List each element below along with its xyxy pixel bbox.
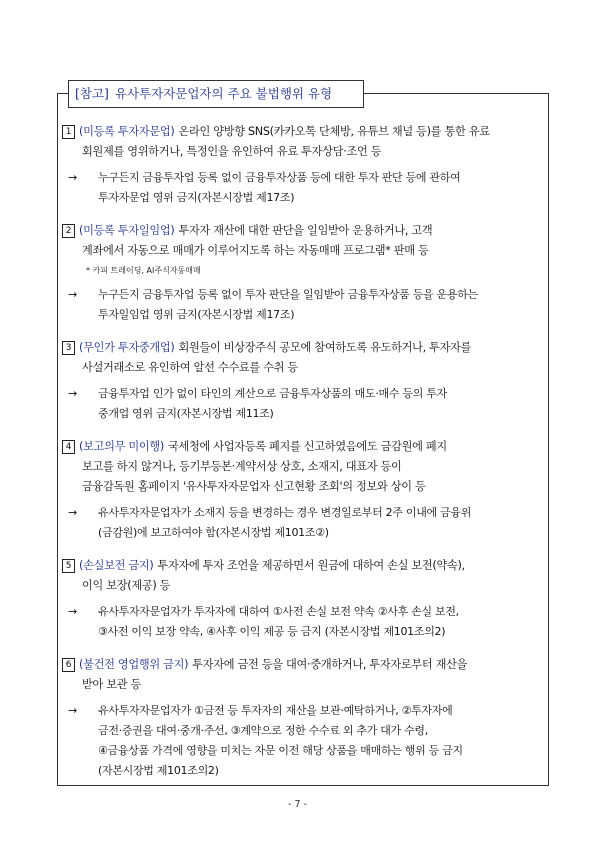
item-description (62, 437, 540, 497)
item-description (62, 655, 540, 695)
rule-line: 금전·증권을 대여·중개·주선, ③계약으로 정한 수수료 외 추가 대가 수령, (98, 724, 428, 737)
arrow-icon: → (68, 171, 77, 184)
item-keyword: (미등록 투자일임업) (79, 224, 175, 237)
item-line: 금융감독원 홈페이지 '유사투자자문업자 신고현황 조회'의 정보와 상이 등 (82, 480, 426, 493)
item-rule (62, 602, 540, 642)
violation-list (62, 122, 540, 794)
list-item (62, 556, 540, 642)
item-line: 이익 보장(제공) 등 (82, 579, 171, 592)
list-item (62, 655, 540, 781)
item-keyword: (보고의무 미이행) (79, 440, 164, 453)
rule-line: (금감원)에 보고하여야 함(자본시장법 제101조②) (98, 526, 329, 539)
rule-line: 중개업 영위 금지(자본시장법 제11조) (98, 407, 274, 420)
arrow-icon: → (68, 704, 77, 717)
item-line: 계좌에서 자동으로 매매가 이루어지도록 하는 자동매매 프로그램* 판매 등 (82, 244, 429, 257)
item-line: 사설거래소로 유인하여 알선 수수료를 수취 등 (82, 361, 298, 374)
item-line: 온라인 양방향 SNS(카카오톡 단체방, 유튜브 채널 등)를 통한 유료 (178, 125, 490, 138)
item-line: 투자자에 금전 등을 대여·중개하거나, 투자자로부터 재산을 (192, 658, 468, 671)
item-line: 투자자에 투자 조언을 제공하면서 원금에 대하여 손실 보전(약속), (157, 559, 465, 572)
rule-line: 유사투자자문업자가 투자자에 대하여 ①사전 손실 보전 약속 ②사후 손실 보전, (98, 605, 459, 618)
item-line: 국세청에 사업자등록 폐지를 신고하였음에도 금감원에 폐지 (167, 440, 447, 453)
item-keyword: (불건전 영업행위 금지) (79, 658, 189, 671)
rule-line: 누구든지 금융투자업 등록 없이 투자 판단을 일임받아 금융투자상품 등을 운용하는 (98, 288, 478, 301)
item-number: 4 (62, 440, 75, 454)
item-rule (62, 701, 540, 781)
rule-line: 누구든지 금융투자업 등록 없이 금융투자상품 등에 대한 투자 판단 등에 관하여 (98, 171, 461, 184)
list-item (62, 122, 540, 208)
rule-line: 투자자문업 영위 금지(자본시장법 제17조) (98, 191, 295, 204)
rule-line: ③사전 이익 보장 약속, ④사후 이익 제공 등 금지 (자본시장법 제101조의2) (98, 625, 446, 638)
item-description (62, 122, 540, 162)
item-number: 2 (62, 224, 75, 238)
item-rule (62, 285, 540, 325)
rule-line: 유사투자자문업자가 ①금전 등 투자자의 재산을 보관·예탁하거나, ②투자자에 (98, 704, 453, 717)
rule-line: ④금융상품 가격에 영향을 미치는 자문 이전 해당 상품을 매매하는 행위 등 금지 (98, 744, 463, 757)
item-keyword: (손실보전 금지) (79, 559, 154, 572)
item-line: 받아 보관 등 (82, 678, 142, 691)
list-item (62, 221, 540, 325)
item-description (62, 221, 540, 261)
item-rule (62, 384, 540, 424)
page-number: - 7 - (288, 799, 307, 810)
item-description (62, 338, 540, 378)
item-line: 회원제를 영위하거나, 특정인을 유인하여 유료 투자상담·조언 등 (82, 145, 382, 158)
item-keyword: (미등록 투자자문업) (79, 125, 175, 138)
rule-line: 유사투자자문업자가 소재지 등을 변경하는 경우 변경일로부터 2주 이내에 금융위 (98, 506, 472, 519)
item-number: 5 (62, 559, 75, 573)
arrow-icon: → (68, 506, 77, 519)
arrow-icon: → (68, 288, 77, 301)
list-item (62, 437, 540, 543)
rule-line: 투자일임업 영위 금지(자본시장법 제17조) (98, 308, 295, 321)
item-line: 보고를 하지 않거나, 등기부등본·계약서상 상호, 소재지, 대표자 등이 (82, 460, 402, 473)
item-rule (62, 503, 540, 543)
item-note: * 카피 트레이딩, AI주식자동매매 (86, 266, 201, 275)
list-item (62, 338, 540, 424)
title-text: 유사투자자문업자의 주요 불법행위 유형 (114, 86, 333, 101)
item-rule (62, 168, 540, 208)
title-tag: [참고] (75, 86, 109, 101)
item-keyword: (무인가 투자중개업) (79, 341, 175, 354)
item-number: 6 (62, 658, 75, 672)
arrow-icon: → (68, 605, 77, 618)
rule-line: 금융투자업 인가 없이 타인의 계산으로 금융투자상품의 매도·매수 등의 투자 (98, 387, 447, 400)
section-title (68, 80, 364, 108)
item-line: 회원들이 비상장주식 공모에 참여하도록 유도하거나, 투자자를 (178, 341, 472, 354)
rule-line: (자본시장법 제101조의2) (98, 764, 219, 777)
arrow-icon: → (68, 387, 77, 400)
item-number: 1 (62, 125, 75, 139)
item-description (62, 556, 540, 596)
item-line: 투자자 재산에 대한 판단을 일임받아 운용하거나, 고객 (178, 224, 433, 237)
item-number: 3 (62, 341, 75, 355)
